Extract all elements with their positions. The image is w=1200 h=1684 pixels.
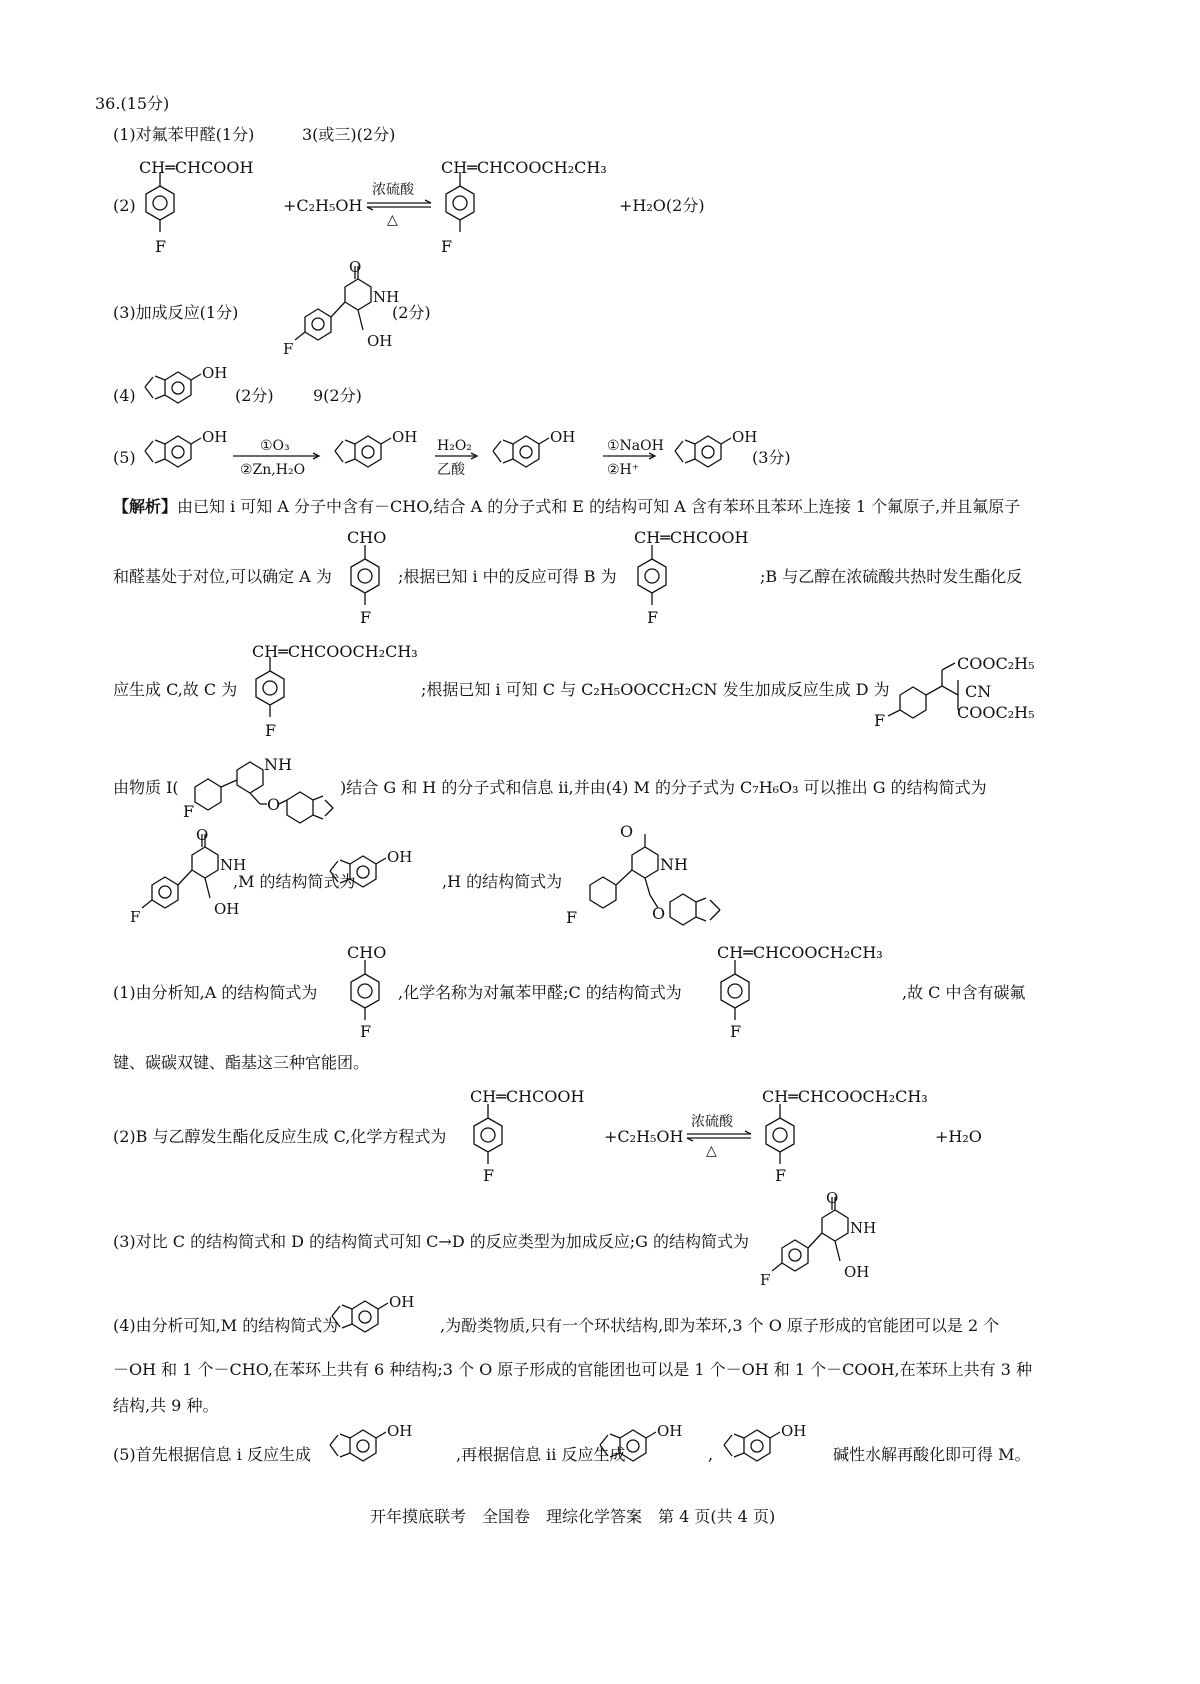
analysis-p5a: ,M 的结构简式为 — [233, 872, 356, 891]
nh-label: NH — [264, 755, 292, 774]
svg-text:OH: OH — [550, 428, 576, 446]
answer-5-label: (5) — [113, 448, 136, 467]
page-footer: 开年摸底联考 全国卷 理综化学答案 第 4 页(共 4 页) — [370, 1507, 776, 1526]
q4-text-b: ,为酚类物质,只有一个环状结构,即为苯环,3 个 O 原子形成的官能团可以是 2 个 — [440, 1316, 1000, 1335]
q5-text-b: ,再根据信息 ii 反应生成 — [456, 1445, 626, 1464]
svg-text:O: O — [826, 1189, 839, 1207]
b-label: CH═CHCOOH — [470, 1087, 585, 1106]
f-label: F — [566, 908, 578, 927]
c-label: CH═CHCOOCH₂CH₃ — [762, 1087, 928, 1106]
svg-text:OH: OH — [387, 848, 413, 866]
svg-text:NH: NH — [220, 856, 247, 874]
cho-label: CHO — [347, 528, 387, 547]
catalyst-label: 浓硫酸 — [372, 182, 414, 198]
q4-text-a: (4)由分析可知,M 的结构简式为 — [113, 1316, 339, 1335]
reagent-naoh: ①NaOH — [607, 438, 664, 454]
svg-text:OH: OH — [389, 1293, 415, 1311]
reagent-acid: ②H⁺ — [607, 462, 640, 478]
answer-5-score: (3分) — [752, 448, 791, 467]
b-label: CH═CHCOOH — [634, 528, 749, 547]
equilibrium-arrow — [365, 200, 435, 210]
equilibrium-arrow — [685, 1131, 755, 1141]
g-lactam-structure — [130, 826, 247, 940]
c-structure — [250, 657, 290, 727]
svg-text:NH: NH — [850, 1219, 877, 1237]
reagent-ozone: ①O₃ — [260, 438, 290, 454]
answer-1-name: (1)对氟苯甲醛(1分) — [113, 125, 255, 144]
svg-text:OH: OH — [392, 428, 418, 446]
svg-text:OH: OH — [732, 428, 758, 446]
b-structure — [140, 172, 180, 242]
catalyst-label: 浓硫酸 — [691, 1114, 733, 1130]
answer-1-count: 3(或三)(2分) — [302, 125, 396, 144]
water-score: +H₂O(2分) — [619, 196, 705, 215]
reagent-zinc: ②Zn,H₂O — [240, 462, 306, 478]
formate-structure — [590, 1422, 710, 1476]
c-label: CH═CHCOOCH₂CH₃ — [717, 943, 883, 962]
q5-text-a: (5)首先根据信息 i 反应生成 — [113, 1445, 311, 1464]
o-label: O — [652, 904, 666, 923]
arrow-3 — [603, 452, 658, 460]
answer-4-score: (2分) — [235, 386, 274, 405]
q4-text-c: －OH 和 1 个－CHO,在苯环上共有 6 种结构;3 个 O 原子形成的官能团也可以是 1 个－OH 和 1 个－COOH,在苯环上共有 3 种 — [113, 1360, 1032, 1379]
f-label: F — [155, 237, 167, 256]
m-sesamol-structure — [135, 364, 235, 418]
c-structure — [440, 172, 480, 242]
sesamol-product-structure — [665, 428, 765, 482]
svg-text:F: F — [130, 908, 141, 926]
formate-structure — [714, 1422, 834, 1476]
svg-text:O: O — [196, 826, 209, 844]
svg-text:OH: OH — [844, 1263, 870, 1281]
f-label: F — [183, 802, 195, 821]
q1-text-a: (1)由分析知,A 的结构简式为 — [113, 983, 318, 1002]
a-structure — [345, 545, 385, 615]
analysis-p2b: ;根据已知 i 中的反应可得 B 为 — [398, 567, 617, 586]
svg-text:OH: OH — [214, 900, 240, 918]
analysis-p2c: ;B 与乙醇在浓硫酸共热时发生酯化反 — [760, 567, 1023, 586]
g-lactam-structure — [283, 258, 400, 372]
f-label: F — [874, 711, 886, 730]
f-label: F — [360, 1022, 372, 1041]
svg-text:F: F — [760, 1271, 771, 1289]
svg-text:NH: NH — [373, 288, 400, 306]
svg-text:OH: OH — [781, 1422, 807, 1440]
answer-2-label: (2) — [113, 196, 136, 215]
reagent-acetic: 乙酸 — [437, 462, 465, 478]
o-label: O — [267, 795, 281, 814]
analysis-p5b: ,H 的结构简式为 — [442, 872, 563, 891]
a-structure — [345, 960, 385, 1030]
f-label: F — [483, 1166, 495, 1185]
answer-3-type: (3)加成反应(1分) — [113, 303, 239, 322]
answer-4-label: (4) — [113, 386, 136, 405]
analysis-paragraph-1 — [113, 497, 1020, 517]
analysis-tag: 【解析】 — [113, 497, 178, 516]
svg-text:F: F — [283, 340, 294, 358]
m-sesamol-structure — [322, 1293, 422, 1347]
svg-text:OH: OH — [367, 332, 393, 350]
aldehyde-structure — [325, 428, 425, 482]
q1-text-b: ,化学名称为对氟苯甲醛;C 的结构简式为 — [398, 983, 682, 1002]
o-label: O — [620, 822, 634, 841]
q3-text: (3)对比 C 的结构简式和 D 的结构简式可知 C→D 的反应类型为加成反应;G 的结构简式为 — [113, 1232, 749, 1251]
q5-comma: , — [708, 1445, 714, 1464]
svg-text:OH: OH — [202, 428, 228, 446]
ester-label-2: COOC₂H₅ — [957, 703, 1035, 722]
f-label: F — [647, 608, 659, 627]
q2-text: (2)B 与乙醇发生酯化反应生成 C,化学方程式为 — [113, 1127, 447, 1146]
svg-text:OH: OH — [202, 364, 228, 382]
q5-text-d: 碱性水解再酸化即可得 M。 — [833, 1445, 1031, 1464]
answer-4-count: 9(2分) — [313, 386, 362, 405]
svg-text:O: O — [349, 258, 362, 276]
c-structure — [760, 1104, 800, 1174]
b-structure — [632, 545, 672, 615]
reagent-peroxide: H₂O₂ — [437, 438, 472, 454]
analysis-p4b: )结合 G 和 H 的分子式和信息 ii,并由(4) M 的分子式为 C₇H₆O₃ 可以推出 G 的结构简式为 — [340, 778, 987, 797]
analysis-p3b: ;根据已知 i 可知 C 与 C₂H₅OOCCH₂CN 发生加成反应生成 D 为 — [421, 680, 890, 699]
f-label: F — [360, 608, 372, 627]
ester-label-1: COOC₂H₅ — [957, 654, 1035, 673]
q4-text-d: 结构,共 9 种。 — [113, 1396, 219, 1415]
arrow-2 — [435, 452, 480, 460]
analysis-text: 由已知 i 可知 A 分子中含有－CHO,结合 A 的分子式和 E 的结构可知 A 含有苯环且苯环上连接 1 个氟原子,并且氟原子 — [177, 497, 1021, 516]
c-substituent: CH═CHCOOCH₂CH₃ — [441, 158, 607, 177]
ethanol-plus: +C₂H₅OH — [283, 196, 363, 215]
m-sesamol-structure — [320, 848, 420, 902]
analysis-p3a: 应生成 C,故 C 为 — [113, 680, 238, 699]
f-label: F — [265, 721, 277, 740]
question-number: 36.(15分) — [95, 94, 170, 113]
arrow-1 — [233, 452, 323, 460]
analysis-p2a: 和醛基处于对位,可以确定 A 为 — [113, 567, 332, 586]
answer-3-score: (2分) — [392, 303, 431, 322]
nh-label: NH — [660, 855, 688, 874]
styrene-structure — [135, 428, 235, 482]
q2-plus-ethanol: +C₂H₅OH — [604, 1127, 684, 1146]
aldehyde-structure — [320, 1422, 420, 1476]
f-label: F — [775, 1166, 787, 1185]
q1-text-d: 键、碳碳双键、酯基这三种官能团。 — [113, 1053, 370, 1072]
cn-label: CN — [965, 682, 992, 701]
q1-text-c: ,故 C 中含有碳氟 — [902, 983, 1026, 1002]
c-label: CH═CHCOOCH₂CH₃ — [252, 642, 418, 661]
analysis-p4a: 由物质 I( — [113, 778, 179, 797]
svg-text:OH: OH — [657, 1422, 683, 1440]
f-label: F — [441, 237, 453, 256]
svg-text:OH: OH — [387, 1422, 413, 1440]
heat-label: △ — [387, 212, 398, 228]
formate-structure — [483, 428, 603, 482]
g-lactam-structure — [760, 1189, 877, 1303]
b-substituent: CH═CHCOOH — [139, 158, 254, 177]
i-structure — [175, 752, 345, 822]
q2-water: +H₂O — [935, 1127, 982, 1146]
b-structure — [468, 1104, 508, 1174]
cho-label: CHO — [347, 943, 387, 962]
c-structure — [715, 960, 755, 1030]
f-label: F — [730, 1022, 742, 1041]
heat-label: △ — [706, 1143, 717, 1159]
